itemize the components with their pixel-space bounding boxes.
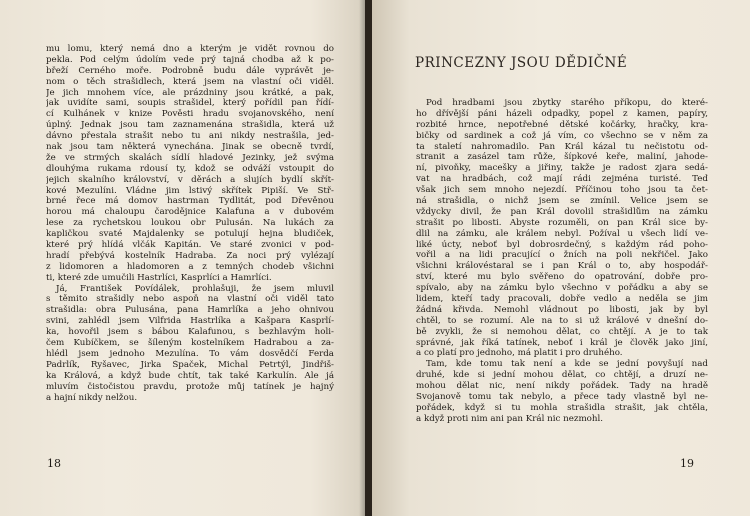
text-line: s těmito strašidly nebo aspoň na vlastní oči viděl tato (46, 294, 334, 305)
text-line: vořil a na lidi pracující o žních na poli nekřičel. Jako (416, 250, 708, 261)
text-line: dávno přestala strašit nebo tu ani nikdy nestrašila, jed- (46, 131, 334, 142)
text-line: bičky od sardinek a což já vím, co všechno se v něm za (416, 130, 708, 141)
page-number-left: 18 (47, 457, 61, 470)
text-line: a hajní nikdy nelžou. (46, 392, 138, 403)
text-line: Je jich mnohem více, ale prázdniny jsou krátké, a pak, (46, 87, 334, 98)
text-line: břeží Černého moře. Podrobně budu dále vyprávět je- (46, 65, 334, 76)
page-number-right: 19 (680, 457, 694, 470)
text-line: dlil na zámku, ale králem nebyl. Požíval u všech lidí ve- (416, 228, 708, 239)
text-line: horou má chaloupu čarodějnice Kalafuna a v dubovém (46, 207, 334, 218)
text-line: ná strašidla, o nichž jsem se zmínil. Velice jsem se (416, 196, 708, 207)
text-line: mohou dělat nic, není nikdy pořádek. Tady na hradě (416, 381, 708, 392)
right-page-body-text (416, 98, 708, 425)
text-line: ství, které mu bylo svěřeno do opatrování, dobře pro- (416, 272, 708, 283)
text-line: cí Kulhánek v knize Pověsti hradu svojanovského, není (46, 109, 334, 120)
text-line: ka Králová, a když bude chtít, tak také Karkulín. Ale já (46, 370, 334, 381)
text-line: však jich sem mnoho nejezdí. Příčinou toho jsou ta čet- (416, 185, 708, 196)
right-page (372, 0, 750, 516)
text-line: ka, hovořil jsem s bábou Kalafunou, s bezhlavým holi- (46, 327, 334, 338)
text-line: rozbité hrnce, nepotřebné dětské kočárky, hračky, kra- (416, 119, 708, 130)
text-line: úplný. Jednak jsou tam zaznamenána strašidla, která už (46, 120, 334, 131)
text-line: které prý hlídá vlčák Kapitán. Ve staré zvonici v pod- (46, 240, 334, 251)
text-line: nak jsou tam některá vynechána. Jinak se obecně tvrdí, (46, 142, 334, 153)
text-line: pekla. Pod celým údolím vede prý tajná chodba až k po- (46, 54, 334, 65)
book-gutter (365, 0, 372, 516)
text-line: spívalo, aby na zámku bylo všechno v pořádku a aby se (416, 283, 708, 294)
text-line: nom o těch strašidlech, která jsem na vlastní oči viděl. (46, 76, 334, 87)
text-line: strašit po libosti. Abyste rozuměli, on pan Král sice by- (416, 217, 708, 228)
text-line: ti, které zde umučili Hastrlíci, Kasprlíci a Hamrlíci. (46, 272, 272, 283)
text-line: hlédl jsem jednoho Mezulína. To vám dosvědčí Ferda (46, 348, 334, 359)
text-line: lese za rychetskou loukou obr Pulusán. Na lukách za (46, 218, 334, 229)
text-line: ní, pivoňky, macešky a jiřiny, takže je radost zjara sedá- (416, 163, 708, 174)
text-line: Padrlík, Ryšavec, Jirka Špaček, Michal Petrtýl, Jindřiš- (46, 359, 334, 370)
left-page (0, 0, 365, 516)
text-line: jak uvidíte sami, soupis strašidel, který pořídil pan řídí- (46, 98, 334, 109)
text-line: čem Kubíčkem, se šíleným kostelníkem Hadrabou a za- (46, 338, 334, 349)
text-line: že ve strmých skalách sídlí hladové Jezinky, jež svýma (46, 152, 334, 163)
text-line: kové Mezulíni. Vládne jim lstivý skřítek Pipiší. Ve Stř- (46, 185, 334, 196)
text-line: vat na hradbách, což mají rádi zejména turisté. Teď (416, 174, 708, 185)
text-line: jejich skalního království, v děrách a slujích bydlí skřít- (46, 174, 334, 185)
chapter-title: PRINCEZNY JSOU DĚDIČNÉ (415, 55, 628, 71)
text-line: stranit a zasázel tam růže, šípkové keře, maliní, jahode- (416, 152, 708, 163)
text-line: a když proti nim ani pan Král nic nezmohl. (416, 413, 604, 424)
text-line: Já, František Povídálek, prohlašuji, že jsem mluvil (56, 283, 334, 294)
text-line: mluvím čistočistou pravdu, protože můj tatínek je hajný (46, 381, 334, 392)
left-page-body-text (46, 44, 334, 403)
text-line: mu lomu, který nemá dno a kterým je vidět rovnou do (46, 44, 334, 54)
text-line: lidem, kteří tady pracovali, dobře vedlo a neděla se jim (416, 294, 708, 305)
text-line: pořádek, když si tu mohla strašidla strašit, jak chtěla, (416, 402, 708, 413)
text-line: a co platí pro jednoho, má platit i pro druhého. (416, 348, 623, 359)
text-line: ta staletí nahromadilo. Pan Král kázal tu nečistotu od- (416, 141, 708, 152)
text-line: bě zvykli, že si nemohou dělat, co chtějí. A je to tak (416, 326, 708, 337)
text-line: kapličkou svaté Majdalenky se potulují hejna bludiček, (46, 229, 334, 240)
text-line: svini, zahlédl jsem Vilfrida Hastrlíka a Kašpara Kasprlí- (46, 316, 334, 327)
text-line: z lidomoren a hladomoren a z temných chodeb všichni (46, 261, 334, 272)
text-line: správné, jak říká tatínek, neboť i král je člověk jako jiní, (416, 337, 708, 348)
text-line: dlouhýma rukama rdousí ty, kdož se odváží vstoupit do (46, 163, 334, 174)
text-line: strašidla: obra Pulusána, pana Hamrlíka a jeho ohnivou (46, 305, 334, 316)
text-line: liké úcty, neboť byl dobrosrdečný, s každým rád poho- (416, 239, 708, 250)
text-line: druhé, kde si jední mohou dělat, co chtějí, a druzí ne- (416, 370, 708, 381)
text-line: žádná křivda. Nemohl vládnout po libosti, jak by byl (416, 304, 708, 315)
text-line: vždycky divil, že pan Král dovolil strašidlům na zámku (416, 206, 708, 217)
text-line: Pod hradbami jsou zbytky starého příkopu, do které- (426, 98, 708, 108)
text-line: Tam, kde tomu tak není a kde se jední povyšují nad (426, 359, 708, 370)
text-line: ho dřívější páni házeli odpadky, popel z kamen, papíry, (416, 108, 708, 119)
text-line: všichni královéstaral se i pan Král o to, aby hospodář- (416, 261, 708, 272)
text-line: chtěl, to se rozumí. Ale na to si už králové v dnešní do- (416, 315, 708, 326)
text-line: Svojanově tomu tak nebylo, a přece tady vlastně byl ne- (416, 392, 708, 403)
text-line: hradí přebývá kostelník Hadraba. Za noci prý vylézají (46, 250, 334, 261)
text-line: brné řece má domov hastrman Tydlitát, pod Dřevěnou (46, 196, 334, 207)
